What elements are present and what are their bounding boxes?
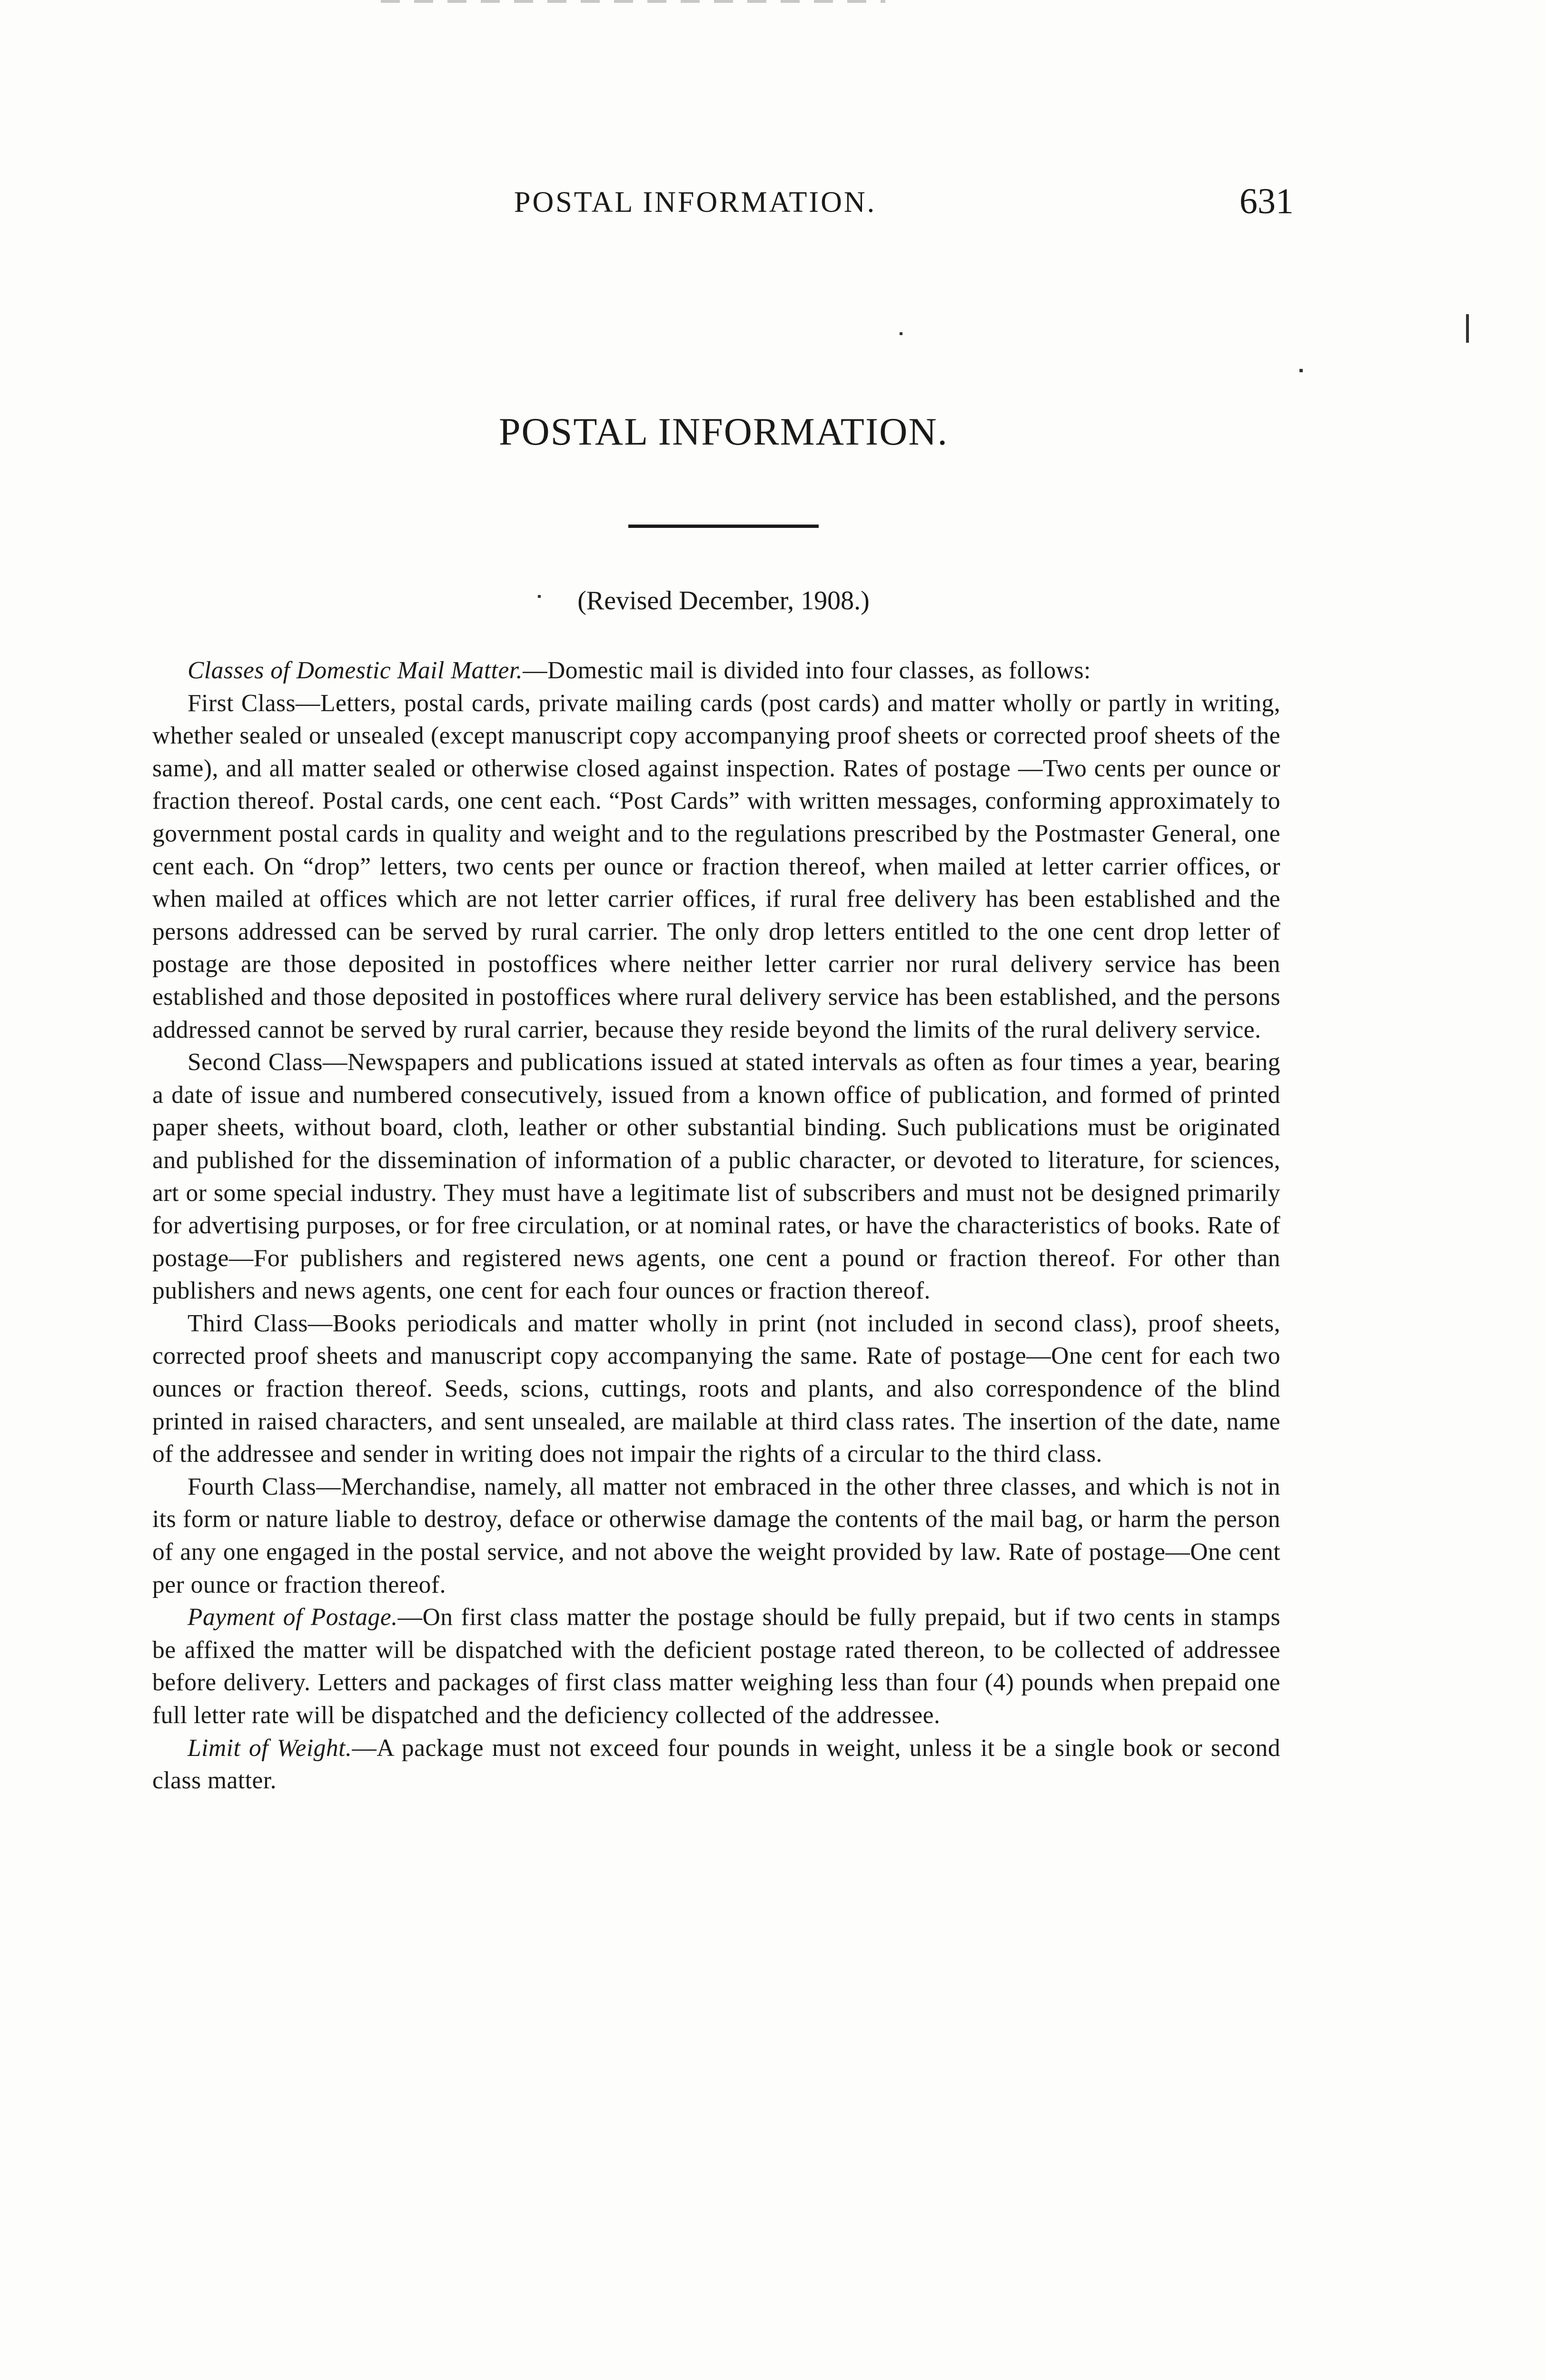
paragraph-text: Fourth Class—Merchandise, namely, all matter not embraced in the other three classes, and which is not in its form or nature liable to destroy, deface or otherwise damage the contents of the mail bag, or harm the person of any one engaged in the postal service, and not above the weight provided by law. Rate of postage—One cent per ounce or fraction thereof. [152,1473,1280,1598]
paragraph-text: —Domestic mail is divided into four classes, as follows: [523,657,1091,684]
paragraph-text: —A package must not exceed four pounds in weight, unless it be a single book or second class matter. [152,1734,1281,1795]
page-number: 631 [1239,181,1294,221]
paragraph-text: —On first class matter the postage should be fully prepaid, but if two cents in stamps be affixed the matter will be dispatched with the deficient postage rated thereon, to be collected of addressee before delivery. Letters and packages of first class matter weighing less than four (4) pounds when prepaid one full letter rate will be dispatched and the deficiency collected of the addressee. [152,1604,1280,1729]
revision-note: (Revised December, 1908.) [577,586,870,615]
paragraph-first-class [152,687,1280,1047]
paragraph-second-class [152,1046,1280,1308]
paragraph-lead: Classes of Domestic Mail Matter. [188,657,523,684]
scan-speck [538,595,541,598]
body-text [152,654,1280,1797]
paragraph-lead: Limit of Weight. [188,1734,352,1762]
scan-speck [1299,369,1303,372]
paragraph-text: First Class—Letters, postal cards, private mailing cards (post cards) and matter wholly or partly in writing, whether sealed or unsealed (except manuscript copy accompanying proof sheets or corrected proof sheets of the same), and all matter sealed or otherwise closed against inspection. Rates of postage —Two cents per ounce or fraction thereof. Postal cards, one cent each. “Post Cards” with written messages, conforming approximately to government postal cards in quality and weight and to the regulations prescribed by the Postmaster General, one cent each. On “drop” letters, two cents per ounce or fraction thereof, when mailed at letter carrier offices, or when mailed at offices which are not letter carrier offices, if rural free delivery has been established and the persons addressed can be served by rural carrier. The only drop letters entitled to the one cent drop letter of postage are those deposited in postoffices where neither letter carrier nor rural delivery service has been established and those deposited in postoffices where rural delivery service has been established, and the persons addressed cannot be served by rural carrier, because they reside beyond the limits of the rural delivery service. [152,689,1280,1043]
running-title: POSTAL INFORMATION. [514,186,877,218]
paragraph-text: Third Class—Books periodicals and matter wholly in print (not included in second class), proof sheets, corrected proof sheets and manuscript copy accompanying the same. Rate of postage—One cent for each two ounces or fraction thereof. Seeds, scions, cuttings, roots and plants, and also correspondence of the blind printed in raised characters, and sent unsealed, are mailable at third class rates. The insertion of the date, name of the addressee and sender in writing does not impair the rights of a circular to the third class. [152,1309,1280,1468]
title-rule [628,525,819,528]
paragraph-payment-of-postage [152,1601,1280,1732]
scan-artifact-top [381,0,885,3]
paragraph-fourth-class [152,1471,1280,1601]
scan-speck [1466,314,1469,343]
page-title: POSTAL INFORMATION. [498,410,949,453]
paragraph-limit-of-weight [152,1732,1280,1797]
paragraph-classes [152,654,1280,687]
paragraph-third-class [152,1308,1280,1471]
paragraph-lead: Payment of Postage. [188,1604,398,1631]
scan-speck [900,332,902,335]
paragraph-text: Second Class—Newspapers and publications issued at stated intervals as often as four times a year, bearing a date of issue and numbered consecutively, issued from a known office of publication, and formed of printed paper sheets, without board, cloth, leather or other substantial binding. Such publications must be originated and published for the dissemination of information of a public character, or devoted to literature, for sciences, art or some special industry. They must have a legitimate list of subscribers and must not be designed primarily for advertising purposes, or for free circulation, or at nominal rates, or have the characteristics of books. Rate of postage—For publishers and registered news agents, one cent a pound or fraction thereof. For other than publishers and news agents, one cent for each four ounces or fraction thereof. [152,1049,1280,1305]
